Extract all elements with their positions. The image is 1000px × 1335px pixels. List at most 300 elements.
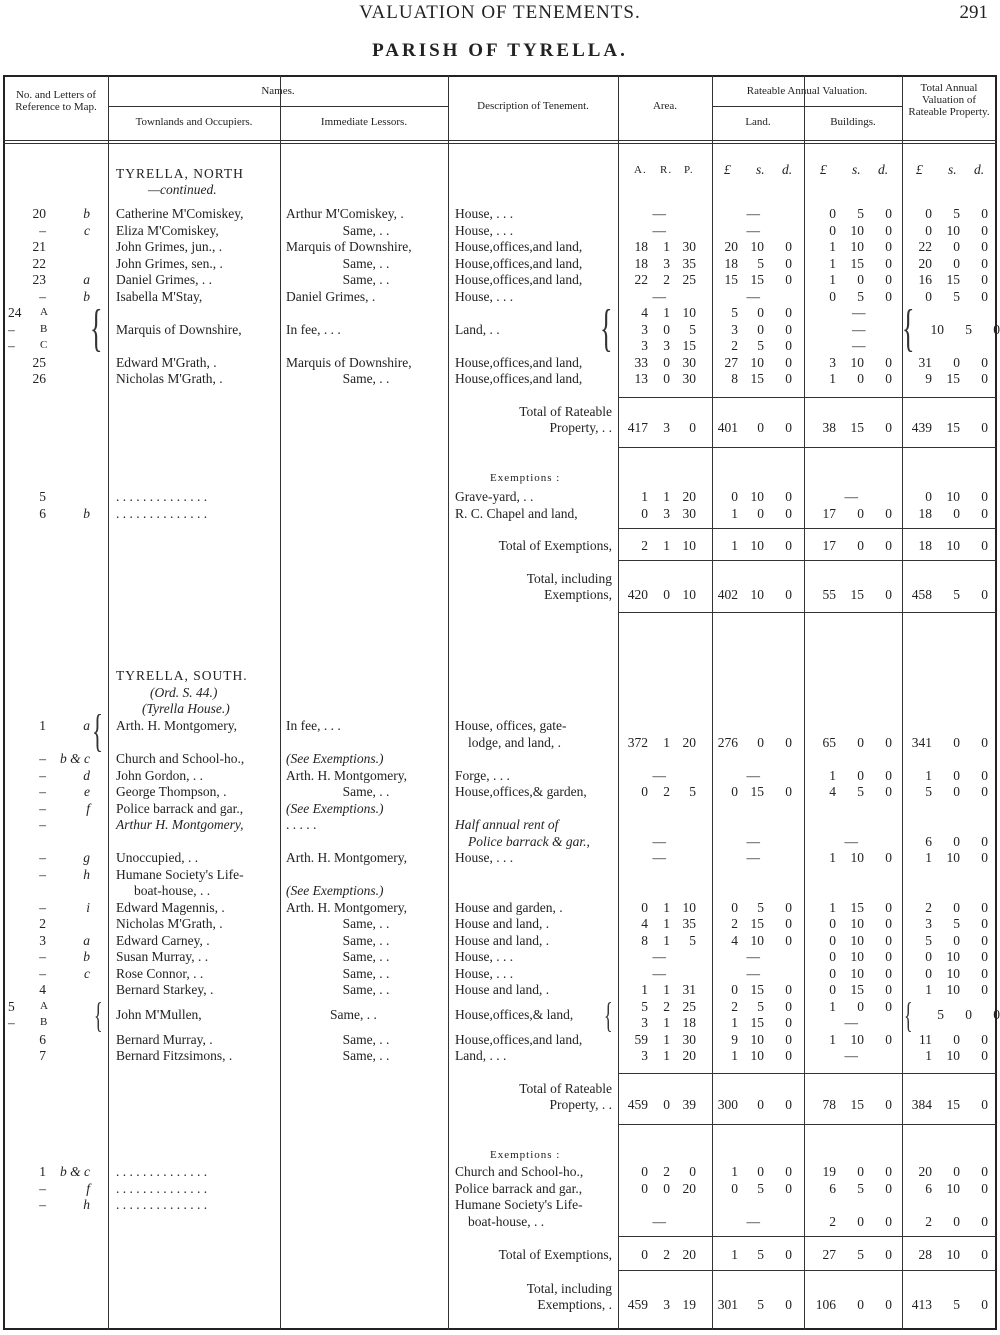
total-value-part: 0	[981, 538, 988, 553]
ordnance-sheet: (Ord. S. 44.)	[150, 685, 218, 700]
occupier-name: Nicholas M'Grath, .	[116, 371, 223, 386]
ref-number: 2	[39, 916, 46, 931]
exemptions-heading: Exemptions :	[490, 1149, 561, 1161]
buildings-value-part	[858, 834, 886, 849]
buildings-value	[808, 735, 892, 750]
buildings-value-part: 0	[885, 1247, 892, 1262]
area-value-part: 8	[641, 932, 648, 948]
area-value	[620, 850, 714, 865]
land-value-part: 5	[757, 255, 764, 271]
land-value-part: 0	[785, 1048, 792, 1063]
tenement-description: Police barrack & gar.,	[468, 833, 590, 849]
area-value-part: 2	[663, 1247, 670, 1262]
occupier-name: Edward Magennis, .	[116, 899, 225, 915]
brace-icon: {	[92, 705, 104, 756]
total-value-part: 0	[981, 734, 988, 750]
area-value-part	[666, 223, 688, 238]
tenement-description: Grave-yard, . .	[455, 489, 534, 504]
land-value-part: 0	[785, 932, 792, 948]
buildings-value	[808, 834, 914, 849]
land-value-part: 15	[750, 916, 764, 931]
area-value	[620, 355, 696, 370]
total-value	[904, 784, 988, 799]
total-value-part: 0	[981, 833, 988, 849]
tenement-description: Humane Society's Life-	[455, 1197, 583, 1212]
land-value-part: 0	[757, 1164, 764, 1179]
land-value-part	[760, 850, 786, 865]
parish-heading: PARISH OF TYRELLA.	[372, 40, 628, 61]
area-value	[620, 506, 696, 521]
land-value	[712, 933, 792, 948]
column-divider	[108, 75, 109, 1330]
buildings-value-part: 10	[850, 965, 864, 981]
total-value-part: 341	[911, 734, 932, 750]
house-name: (Tyrella House.)	[142, 701, 230, 716]
buildings-value-part: 0	[829, 965, 836, 981]
total-value-part: 0	[981, 949, 988, 964]
lessor-name: Same, . .	[330, 1006, 377, 1022]
area-value-part: 2	[641, 538, 648, 553]
occupier-name: John Gordon, . .	[116, 767, 203, 783]
area-value-part: 10	[682, 538, 696, 553]
total-value-part: 0	[953, 899, 960, 915]
land-value-part	[760, 223, 786, 238]
land-value-part: 0	[785, 338, 792, 353]
buildings-value	[808, 768, 892, 783]
total-value	[904, 1032, 988, 1047]
total-value-part: 5	[925, 784, 932, 799]
land-value-part: 0	[785, 916, 792, 931]
total-value-part: 2	[925, 899, 932, 915]
buildings-value-part: 0	[857, 998, 864, 1014]
tenement-description: R. C. Chapel and land,	[455, 505, 578, 521]
buildings-value-part: 0	[885, 222, 892, 238]
total-value	[916, 1007, 1000, 1022]
land-value-part: 301	[717, 1297, 738, 1312]
total-value-part: 413	[911, 1297, 932, 1312]
total-value-part: 0	[981, 1164, 988, 1179]
area-value-part: 19	[682, 1297, 696, 1312]
buildings-value-part: 0	[885, 899, 892, 915]
area-value-part: 35	[682, 255, 696, 271]
total-value	[904, 834, 988, 849]
total-value-part: 0	[925, 222, 932, 238]
area-value-part: 10	[682, 587, 696, 602]
land-value-part: 3	[731, 321, 738, 337]
buildings-value	[808, 1097, 892, 1112]
land-value-part: 0	[785, 420, 792, 435]
land-value-part: 0	[757, 420, 764, 435]
area-value	[620, 1247, 696, 1262]
land-value-part: 15	[750, 371, 764, 386]
area-value-part: —	[652, 222, 666, 238]
area-value-part: 31	[682, 982, 696, 997]
area-value-part: 30	[682, 505, 696, 521]
tenement-description: House,offices,and land,	[455, 272, 583, 287]
unit-pence-buildings: d.	[878, 162, 889, 177]
area-value	[620, 933, 696, 948]
total-value	[904, 1164, 988, 1179]
area-value-part: —	[652, 1213, 666, 1229]
area-value-part: 1	[663, 1031, 670, 1047]
buildings-value-part: 10	[850, 932, 864, 948]
area-value-part: 0	[641, 1180, 648, 1196]
area-value-part: 20	[682, 489, 696, 504]
ref-number: 22	[32, 255, 46, 271]
area-value	[620, 982, 696, 997]
land-value-part: 10	[750, 538, 764, 553]
total-value-part: 0	[981, 916, 988, 931]
land-value	[712, 900, 792, 915]
area-value-part: 30	[682, 371, 696, 386]
total-rule	[618, 560, 996, 561]
ref-number: 1	[39, 1164, 46, 1179]
total-value-part: 0	[925, 288, 932, 304]
land-value-part: 1	[731, 1048, 738, 1063]
land-value-part: 1	[731, 1164, 738, 1179]
total-value-part: 10	[946, 222, 960, 238]
buildings-value-part: 0	[829, 949, 836, 964]
ref-number: –	[39, 751, 46, 766]
total-value	[904, 489, 988, 504]
total-rule	[618, 447, 996, 448]
column-header-total: Total Annual Valuation of Rateable Property.	[908, 82, 990, 118]
page-title: VALUATION OF TENEMENTS.	[359, 2, 641, 23]
total-value-part: 0	[981, 850, 988, 865]
total-value	[904, 506, 988, 521]
area-value-part	[666, 834, 688, 849]
total-value-part: 0	[981, 1180, 988, 1196]
land-value-part	[760, 206, 786, 221]
land-value-part: 402	[717, 587, 738, 602]
lessor-name: Arth. H. Montgomery,	[286, 899, 407, 915]
column-divider	[804, 75, 805, 1330]
ref-number: –	[8, 321, 15, 337]
area-value-part	[688, 223, 714, 238]
buildings-value	[808, 1214, 892, 1229]
total-value-part: 10	[946, 538, 960, 553]
area-value-part: 13	[634, 371, 648, 386]
area-value-part: —	[652, 767, 666, 783]
land-value-part: 0	[785, 1164, 792, 1179]
land-value-part: —	[746, 206, 760, 221]
area-value-part: 0	[641, 899, 648, 915]
occupier-name: Police barrack and gar.,	[116, 800, 244, 816]
total-value-part: 18	[918, 505, 932, 521]
buildings-value	[808, 272, 892, 287]
total-value-part: 384	[911, 1097, 932, 1112]
buildings-value-part: 19	[822, 1164, 836, 1179]
occupier-name: John Grimes, sen., .	[116, 255, 223, 271]
land-value-part: 0	[785, 734, 792, 750]
total-value-part: 15	[946, 1097, 960, 1112]
area-value	[620, 1164, 696, 1179]
buildings-value-part: 4	[829, 784, 836, 799]
land-value-part: 4	[731, 932, 738, 948]
total-value-part: 5	[953, 587, 960, 602]
area-value-part: 417	[627, 420, 648, 435]
land-value-part	[760, 949, 786, 964]
total-value	[904, 768, 988, 783]
buildings-value: —	[852, 305, 866, 320]
land-value-part: 10	[750, 587, 764, 602]
total-value-part: 20	[918, 1164, 932, 1179]
land-value-part: 0	[731, 1180, 738, 1196]
ref-number: 5	[39, 489, 46, 504]
area-value-part: 35	[682, 916, 696, 931]
total-value-part: 1	[925, 850, 932, 865]
land-value-part: 0	[785, 899, 792, 915]
area-value	[620, 223, 714, 238]
area-value	[620, 587, 696, 602]
total-label: Exemptions, .	[537, 1297, 612, 1312]
buildings-value-part: 0	[885, 420, 892, 435]
brace-icon: {	[902, 300, 915, 357]
land-value-part: —	[746, 850, 760, 865]
total-value-part: 0	[953, 1213, 960, 1229]
ref-letter: f	[86, 1180, 90, 1196]
land-value-part: 0	[785, 1247, 792, 1262]
total-rule	[618, 1073, 996, 1074]
area-value-part	[666, 289, 688, 304]
buildings-value	[808, 784, 892, 799]
total-label: Property, . .	[549, 420, 612, 435]
land-value-part: 0	[785, 1180, 792, 1196]
total-label: Total of Rateable	[519, 404, 612, 419]
total-value-part: 0	[981, 587, 988, 602]
total-value-part: 0	[993, 1006, 1000, 1022]
total-value-part: 10	[946, 489, 960, 504]
occupier-name: Bernard Starkey, .	[116, 982, 214, 997]
buildings-value-part: 5	[857, 1180, 864, 1196]
column-divider	[618, 75, 619, 1330]
total-value-part: 15	[946, 371, 960, 386]
occupier-name: Catherine M'Comiskey,	[116, 206, 244, 221]
ref-letter: B	[40, 1016, 49, 1028]
land-value	[712, 305, 792, 320]
buildings-value	[808, 1181, 892, 1196]
tenement-description: House,offices,and land,	[455, 255, 583, 271]
ref-number: –	[8, 338, 15, 353]
tenement-description: House,offices,& land,	[455, 1006, 574, 1022]
land-value	[712, 289, 814, 304]
occupier-name: Bernard Murray, .	[116, 1031, 213, 1047]
total-value-part: 0	[925, 206, 932, 221]
occupier-name: Daniel Grimes, . .	[116, 272, 212, 287]
area-value	[620, 272, 696, 287]
tenement-description: House,offices,and land,	[455, 239, 583, 254]
area-value-part: 3	[663, 420, 670, 435]
buildings-value-part: 2	[829, 1213, 836, 1229]
total-value-part: 0	[981, 505, 988, 521]
unit-pounds-buildings: £	[820, 162, 827, 177]
buildings-value-part: —	[844, 489, 858, 504]
area-value-part	[688, 949, 714, 964]
area-value-part: 33	[634, 354, 648, 370]
land-value-part: 0	[757, 734, 764, 750]
total-value	[904, 1247, 988, 1262]
land-value-part: 5	[757, 899, 764, 915]
land-value-part: —	[746, 222, 760, 238]
dot-leader: . . . . . . . . . . . . . .	[116, 505, 208, 521]
area-value-part: 1	[663, 982, 670, 997]
total-value-part: 5	[953, 288, 960, 304]
area-value	[620, 1015, 696, 1030]
tenement-description: House,offices,& garden,	[455, 784, 587, 799]
continued-note: —continued.	[148, 182, 217, 197]
land-value	[712, 1297, 792, 1312]
land-value	[712, 1181, 792, 1196]
land-value-part: 18	[724, 255, 738, 271]
buildings-value	[808, 538, 892, 553]
land-value	[712, 982, 792, 997]
area-value-part: 5	[689, 321, 696, 337]
ref-letter: a	[83, 272, 90, 287]
ref-letter: a	[83, 718, 90, 733]
total-value-part: 6	[925, 833, 932, 849]
land-value-part: 20	[724, 239, 738, 254]
lessor-name: Same, . .	[342, 222, 390, 238]
header-rule	[3, 143, 997, 144]
land-value	[712, 999, 792, 1014]
buildings-value-part: 10	[850, 222, 864, 238]
land-value	[712, 256, 792, 271]
buildings-value	[808, 982, 892, 997]
total-value-part: 0	[981, 1213, 988, 1229]
ref-number: –	[39, 899, 46, 915]
buildings-value-part: 1	[829, 255, 836, 271]
total-value	[904, 916, 988, 931]
total-value-part: 0	[953, 354, 960, 370]
lessor-name: Same, . .	[342, 949, 390, 964]
area-value-part: 1	[663, 489, 670, 504]
total-value-part: 18	[918, 538, 932, 553]
area-value-part: 1	[663, 734, 670, 750]
land-value-part: 0	[757, 1097, 764, 1112]
land-value	[712, 239, 792, 254]
buildings-value-part: 0	[885, 1164, 892, 1179]
land-value-part: 10	[750, 1031, 764, 1047]
total-value	[904, 371, 988, 386]
buildings-value-part: 0	[885, 949, 892, 964]
lessor-name: Same, . .	[342, 932, 390, 948]
ref-letter: b	[83, 505, 90, 521]
total-value	[904, 420, 988, 435]
land-value-part: 15	[750, 982, 764, 997]
area-value-part: 1	[663, 538, 670, 553]
area-value	[620, 371, 696, 386]
occupier-name: John Grimes, jun., .	[116, 239, 223, 254]
land-value-part: 2	[731, 916, 738, 931]
total-value-part: 0	[981, 1247, 988, 1262]
area-value-part: —	[652, 833, 666, 849]
ref-number: –	[39, 850, 46, 865]
buildings-value-part: 0	[857, 1213, 864, 1229]
lessor-name: Marquis of Downshire,	[286, 239, 412, 254]
area-value	[620, 1097, 696, 1112]
ref-number: 21	[32, 239, 46, 254]
land-value-part: 0	[785, 982, 792, 997]
tenement-description: House, . . .	[455, 965, 514, 981]
tenement-description: Half annual rent of	[455, 817, 559, 832]
land-value-part: 0	[785, 272, 792, 287]
buildings-value-part: 0	[829, 222, 836, 238]
buildings-value-part: 0	[885, 272, 892, 287]
total-value-part: 0	[953, 767, 960, 783]
area-value	[620, 916, 696, 931]
buildings-value	[808, 1297, 892, 1312]
area-value	[620, 834, 714, 849]
brace-icon: {	[604, 994, 613, 1035]
land-value-part: 15	[750, 784, 764, 799]
land-value-part: 1	[731, 1015, 738, 1030]
buildings-value-part: 0	[885, 505, 892, 521]
area-value-part: 459	[627, 1297, 648, 1312]
area-value-part: 0	[641, 505, 648, 521]
area-value-part: 5	[689, 932, 696, 948]
buildings-value-part: 17	[822, 505, 836, 521]
total-value-part: 10	[946, 1180, 960, 1196]
unit-roods: R.	[660, 164, 673, 176]
ref-letter: C	[40, 339, 49, 351]
land-value	[712, 784, 792, 799]
area-value	[620, 322, 696, 337]
buildings-value	[808, 1164, 892, 1179]
land-value-part: 10	[750, 239, 764, 254]
area-value-part: 30	[682, 354, 696, 370]
total-value-part: 0	[981, 206, 988, 221]
land-value	[712, 506, 792, 521]
buildings-value-part: 65	[822, 734, 836, 750]
land-value-part: 0	[785, 305, 792, 320]
occupier-name: Nicholas M'Grath, .	[116, 916, 223, 931]
total-value-part: 0	[981, 982, 988, 997]
total-value-part: 1	[925, 982, 932, 997]
column-divider	[280, 75, 281, 1330]
buildings-value-part: 0	[885, 982, 892, 997]
land-value-part: 0	[785, 1015, 792, 1030]
total-value	[904, 256, 988, 271]
total-value-part: 0	[925, 965, 932, 981]
land-value-part: 0	[785, 489, 792, 504]
exemptions-heading: Exemptions :	[490, 472, 561, 484]
tenement-description: House and land, .	[455, 982, 550, 997]
total-value-part: 10	[946, 850, 960, 865]
buildings-value	[808, 850, 892, 865]
area-value-part	[688, 768, 714, 783]
buildings-value-part: 1	[829, 371, 836, 386]
ref-letter: d	[83, 767, 90, 783]
buildings-value-part: 15	[850, 255, 864, 271]
total-value-part: 1	[925, 767, 932, 783]
area-value-part: 10	[682, 305, 696, 320]
area-value-part	[666, 966, 688, 981]
land-value-part: 5	[757, 998, 764, 1014]
area-value	[620, 768, 714, 783]
area-value-part: 20	[682, 734, 696, 750]
area-value	[620, 949, 714, 964]
ref-number: –	[39, 784, 46, 799]
total-value-part: 0	[981, 371, 988, 386]
land-value-part	[760, 1214, 786, 1229]
total-value	[904, 735, 988, 750]
total-value	[904, 355, 988, 370]
buildings-value	[808, 371, 892, 386]
total-value	[904, 206, 988, 221]
column-header-lessors: Immediate Lessors.	[320, 116, 408, 128]
buildings-value-part: 0	[829, 932, 836, 948]
lessor-name: Same, . .	[342, 272, 390, 287]
